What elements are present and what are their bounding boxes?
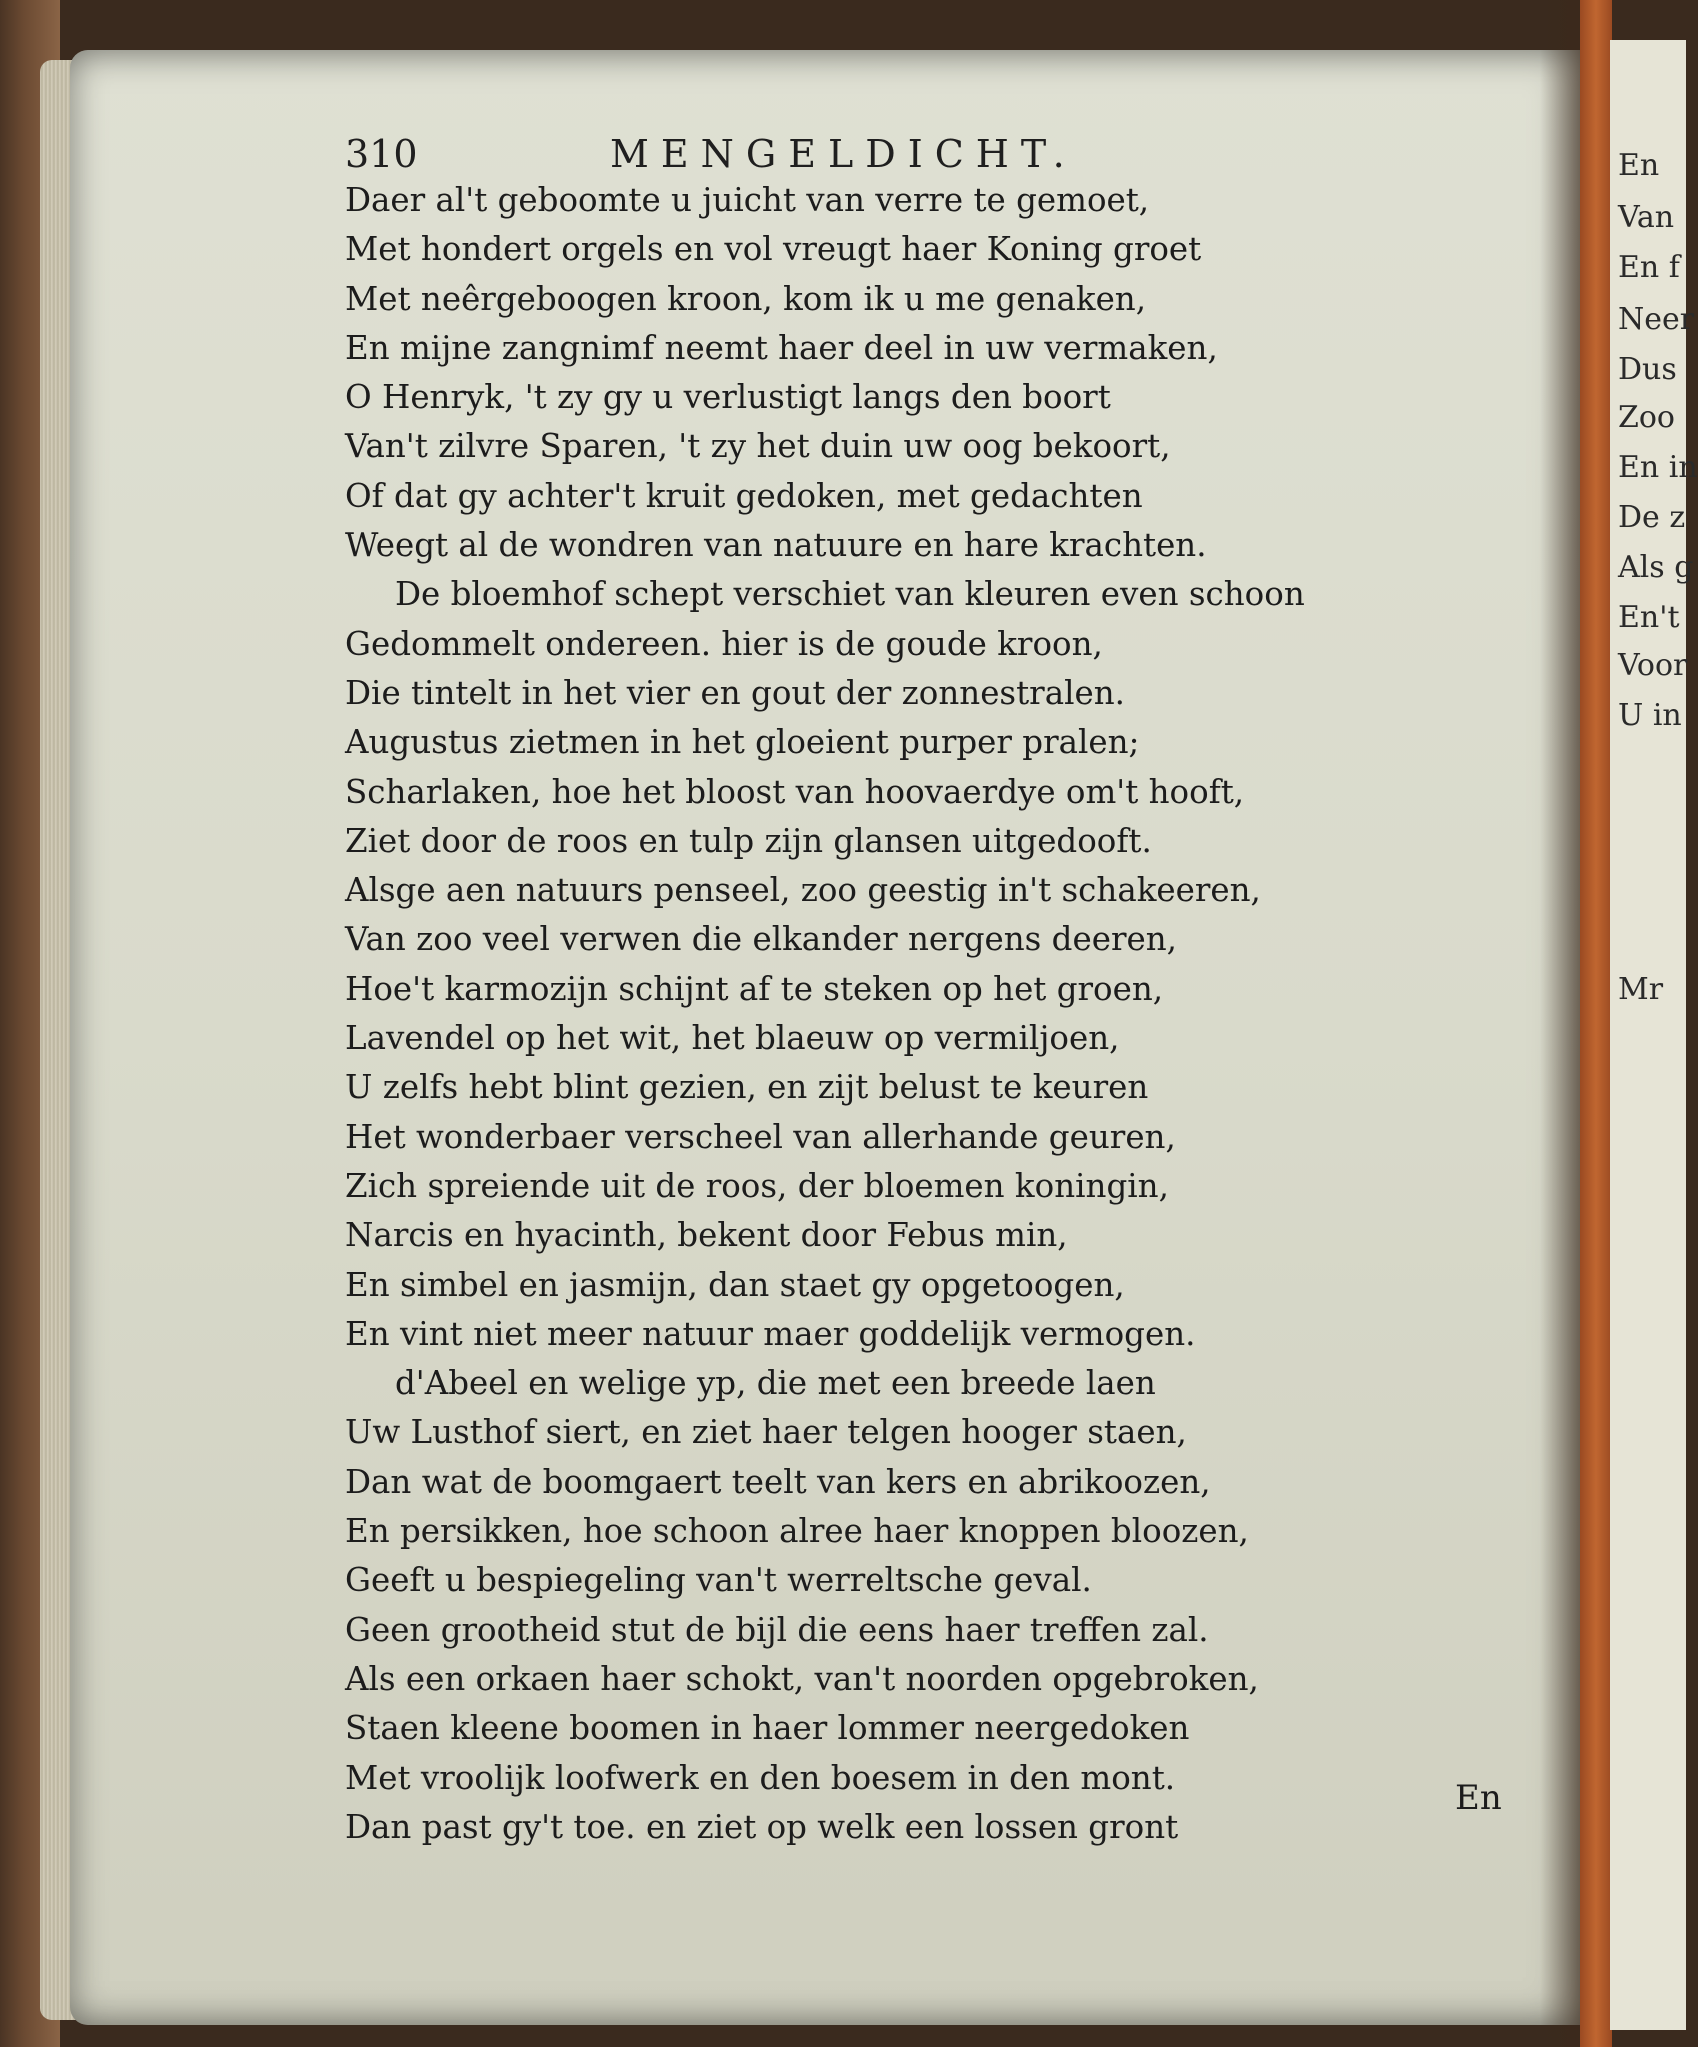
facing-page-fragment: En [1618, 148, 1660, 183]
poem-line: Gedommelt ondereen. hier is de goude kroon, [345, 624, 1103, 663]
facing-page-fragment: Neer [1618, 302, 1695, 337]
facing-page-fragment: Zoo [1618, 400, 1675, 435]
page-number: 310 [345, 132, 418, 176]
poem-line: Narcis en hyacinth, bekent door Febus min, [345, 1216, 1068, 1255]
poem-line: Die tintelt in het vier en gout der zonnestralen. [345, 673, 1125, 712]
poem-line: De bloemhof schept verschiet van kleuren even schoon [395, 575, 1305, 614]
poem-line: Staen kleene boomen in haer lommer neergedoken [345, 1709, 1190, 1748]
facing-page-fragment: Mr [1618, 972, 1664, 1007]
facing-page-fragment: Van [1618, 200, 1675, 235]
page-header [345, 132, 1295, 182]
facing-page-fragment: En in [1618, 450, 1698, 485]
poem-line: Daer al't geboomte u juicht van verre te gemoet, [345, 181, 1150, 219]
poem-line: Met hondert orgels en vol vreugt haer Koning groet [345, 230, 1202, 269]
poem-line: O Henryk, 't zy gy u verlustigt langs den boort [345, 378, 1111, 417]
catchword: En [1455, 1778, 1502, 1818]
poem-line: Hoe't karmozijn schijnt af te steken op het groen, [345, 969, 1164, 1008]
poem-line: Scharlaken, hoe het bloost van hoovaerdye om't hooft, [345, 772, 1245, 811]
poem-text [345, 176, 1475, 1852]
running-title: MENGELDICHT. [610, 132, 1077, 176]
facing-page [1610, 40, 1698, 2030]
facing-page-fragment: Voor [1618, 648, 1688, 683]
poem-line: En vint niet meer natuur maer goddelijk vermogen. [345, 1314, 1196, 1353]
facing-page-fragment: Als g [1618, 550, 1694, 585]
poem-line: Weegt al de wondren van natuure en hare krachten. [345, 526, 1207, 565]
poem-line: Uw Lusthof siert, en ziet haer telgen hooger staen, [345, 1413, 1187, 1452]
poem-line: Geeft u bespiegeling van't werreltsche geval. [345, 1561, 1092, 1600]
poem-line: En simbel en jasmijn, dan staet gy opgetoogen, [345, 1265, 1125, 1304]
facing-page-fragment: Dus [1618, 352, 1677, 387]
poem-line: En persikken, hoe schoon alree haer knoppen bloozen, [345, 1512, 1249, 1551]
poem-line: Augustus zietmen in het gloeient purper pralen; [345, 723, 1140, 762]
poem-line: Zich spreiende uit de roos, der bloemen koningin, [345, 1166, 1169, 1205]
poem-line: Alsge aen natuurs penseel, zoo geestig in't schakeeren, [345, 871, 1261, 910]
poem-line: Als een orkaen haer schokt, van't noorden opgebroken, [345, 1659, 1259, 1698]
poem-line: Van zoo veel verwen die elkander nergens deeren, [345, 920, 1177, 959]
poem-line: Dan wat de boomgaert teelt van kers en abrikoozen, [345, 1462, 1211, 1501]
poem-line: Met vroolijk loofwerk en den boesem in den mont. [345, 1758, 1176, 1797]
poem-line: Ziet door de roos en tulp zijn glansen uitgedooft. [345, 821, 1152, 860]
poem-line: d'Abeel en welige yp, die met een breede laen [395, 1364, 1156, 1403]
poem-line: Van't zilvre Sparen, 't zy het duin uw oog bekoort, [345, 427, 1171, 466]
poem-line: Of dat gy achter't kruit gedoken, met gedachten [345, 476, 1143, 515]
poem-line: Lavendel op het wit, het blaeuw op vermiljoen, [345, 1019, 1120, 1058]
poem-line: Geen grootheid stut de bijl die eens haer treffen zal. [345, 1610, 1209, 1649]
facing-page-fragment: U in [1618, 698, 1682, 733]
poem-line: Met neêrgeboogen kroon, kom ik u me genaken, [345, 279, 1147, 318]
facing-page-fragment: En't [1618, 600, 1680, 635]
facing-page-fragment: En f [1618, 250, 1680, 285]
poem-line: Dan past gy't toe. en ziet op welk een lossen gront [345, 1807, 1179, 1846]
book-cover-edge [1580, 0, 1612, 2047]
poem-line: U zelfs hebt blint gezien, en zijt belust te keuren [345, 1068, 1149, 1107]
poem-line: Het wonderbaer verscheel van allerhande geuren, [345, 1117, 1176, 1156]
poem-line: En mijne zangnimf neemt haer deel in uw vermaken, [345, 328, 1218, 367]
facing-page-fragment: De z [1618, 500, 1686, 535]
